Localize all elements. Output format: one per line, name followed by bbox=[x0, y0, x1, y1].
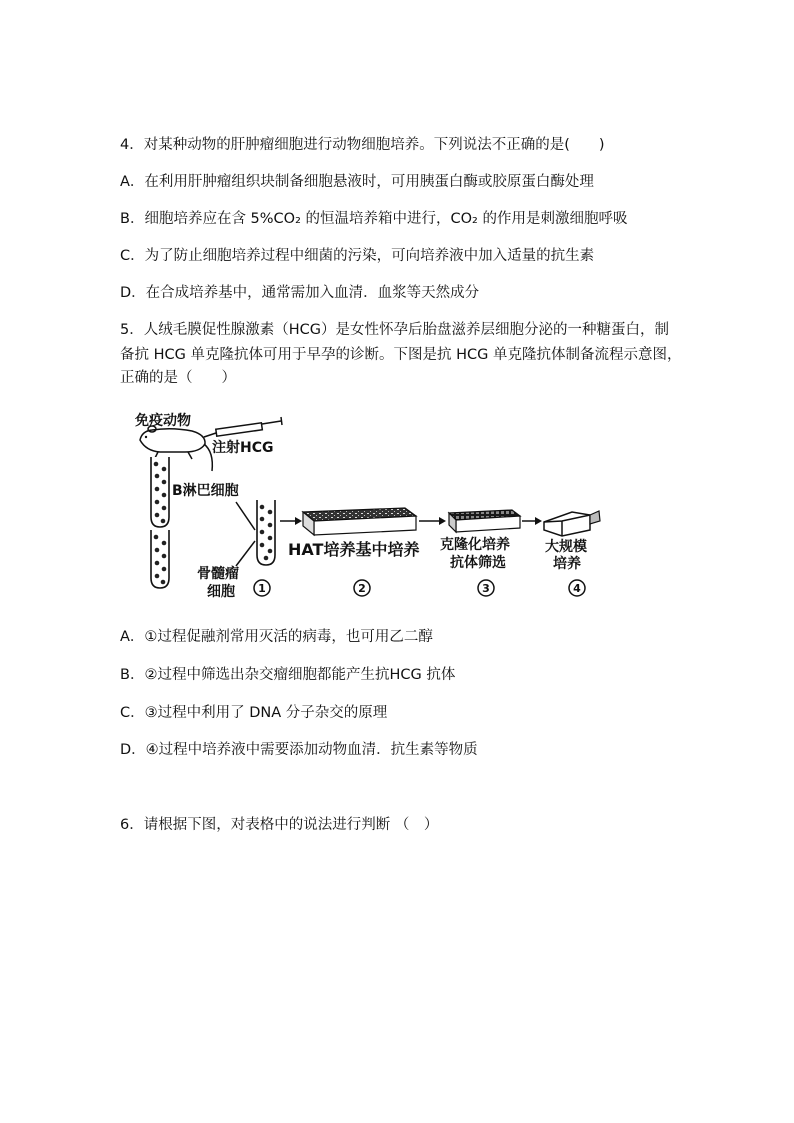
cell-dot bbox=[161, 519, 166, 524]
cell-dot bbox=[155, 487, 160, 492]
mouse-back-leg bbox=[188, 452, 192, 459]
question-4-option-d: D．在合成培养基中，通常需加入血清．血浆等天然成分 bbox=[120, 285, 480, 301]
cell-dot bbox=[155, 474, 160, 479]
arrow-right-icon bbox=[522, 517, 542, 525]
immune-animal-label: 免疫动物 bbox=[135, 413, 191, 429]
arrow-head bbox=[295, 517, 302, 525]
step-number-text: 2 bbox=[358, 582, 366, 595]
cell-dot bbox=[155, 561, 160, 566]
syringe-barrel bbox=[216, 423, 263, 436]
antibody-screening-label: 抗体筛选 bbox=[450, 555, 506, 571]
step-number-text: 1 bbox=[258, 582, 266, 595]
cell-dot bbox=[162, 467, 167, 472]
question-5-option-a: A．①过程促融剂常用灭活的病毒，也可用乙二醇 bbox=[120, 629, 433, 645]
cell-dot bbox=[162, 506, 167, 511]
myeloma-test-tube bbox=[151, 530, 169, 588]
cloning-culture-plate bbox=[449, 510, 520, 532]
question-6-stem: 6．请根据下图，对表格中的说法进行判断 （ ） bbox=[120, 817, 439, 833]
question-4-option-a: A．在利用肝肿瘤组织块制备细胞悬液时，可用胰蛋白酶或胶原蛋白酶处理 bbox=[120, 174, 594, 190]
question-4-stem: 4．对某种动物的肝肿瘤细胞进行动物细胞培养。下列说法不正确的是( ) bbox=[120, 137, 605, 153]
arrow-head bbox=[535, 517, 542, 525]
cell-dot bbox=[162, 554, 167, 559]
cell-dot bbox=[162, 567, 167, 572]
question-5-stem-line-2: 备抗 HCG 单克隆抗体可用于早孕的诊断。下图是抗 HCG 单克隆抗体制备流程示意图， bbox=[120, 347, 682, 363]
question-5-stem-line-1: 5．人绒毛膜促性腺激素（HCG）是女性怀孕后胎盘滋养层细胞分泌的一种糖蛋白，制 bbox=[120, 322, 669, 338]
fusion-test-tube bbox=[257, 500, 275, 565]
myeloma-label-line-1: 骨髓瘤 bbox=[197, 566, 239, 582]
hat-culture-plate bbox=[303, 508, 416, 535]
cell-dot bbox=[154, 462, 159, 467]
cell-dot bbox=[155, 500, 160, 505]
cell-dot bbox=[162, 480, 167, 485]
inject-hcg-label: 注射HCG bbox=[212, 440, 274, 456]
step-number-4 bbox=[569, 580, 585, 596]
question-4-option-b: B．细胞培养应在含 5%CO₂ 的恒温培养箱中进行，CO₂ 的作用是刺激细胞呼吸 bbox=[120, 211, 628, 227]
cloning-culture-label: 克隆化培养 bbox=[440, 537, 510, 553]
arrow-right-icon bbox=[419, 517, 446, 525]
step-number-text: 4 bbox=[573, 582, 581, 595]
question-5-option-d: D．④过程中培养液中需要添加动物血清．抗生素等物质 bbox=[120, 742, 478, 758]
myeloma-label-line-2: 细胞 bbox=[207, 584, 235, 600]
b-cell-test-tube bbox=[151, 457, 169, 527]
cell-dot bbox=[155, 513, 160, 518]
step-number-3 bbox=[478, 580, 494, 596]
cell-dot bbox=[264, 556, 269, 561]
hat-culture-label: HAT培养基中培养 bbox=[288, 540, 420, 559]
cell-dot bbox=[260, 505, 265, 510]
syringe-plunger-cap bbox=[281, 417, 282, 425]
culture-flask-icon bbox=[544, 511, 600, 536]
cell-dot bbox=[161, 580, 166, 585]
question-5-stem-line-3: 正确的是（ ） bbox=[120, 370, 236, 386]
arrow-right-icon bbox=[280, 517, 302, 525]
cell-dot bbox=[268, 510, 273, 515]
mouse-eye bbox=[145, 436, 147, 438]
question-5-option-c: C．③过程中利用了 DNA 分子杂交的原理 bbox=[120, 705, 388, 721]
flask-body bbox=[544, 512, 590, 536]
tube-outline bbox=[151, 457, 169, 527]
fusion-line-upper bbox=[236, 502, 255, 530]
large-scale-label: 大规模 bbox=[545, 539, 587, 555]
cell-dot bbox=[268, 523, 273, 528]
cell-dot bbox=[260, 530, 265, 535]
tube-outline bbox=[257, 500, 275, 565]
question-5-option-b: B．②过程中筛选出杂交瘤细胞都能产生抗HCG 抗体 bbox=[120, 667, 456, 683]
cell-dot bbox=[268, 549, 273, 554]
step-number-1 bbox=[254, 580, 270, 596]
step-number-text: 3 bbox=[482, 582, 490, 595]
cell-dot bbox=[155, 574, 160, 579]
cell-dot bbox=[154, 535, 159, 540]
fusion-line-lower bbox=[236, 541, 255, 566]
hcg-antibody-flow-diagram bbox=[120, 400, 610, 610]
syringe-plunger bbox=[262, 421, 281, 424]
cell-dot bbox=[162, 493, 167, 498]
syringe-icon bbox=[204, 417, 282, 437]
arrow-head bbox=[439, 517, 446, 525]
flask-neck bbox=[590, 511, 600, 524]
cell-dot bbox=[268, 536, 273, 541]
cell-dot bbox=[260, 517, 265, 522]
syringe-needle bbox=[204, 433, 216, 437]
culture-label: 培养 bbox=[553, 556, 581, 572]
step-number-2 bbox=[354, 580, 370, 596]
b-cell-label: B淋巴细胞 bbox=[172, 483, 239, 499]
cell-dot bbox=[260, 543, 265, 548]
cell-dot bbox=[162, 541, 167, 546]
cell-dot bbox=[155, 548, 160, 553]
question-4-option-c: C．为了防止细胞培养过程中细菌的污染，可向培养液中加入适量的抗生素 bbox=[120, 248, 595, 264]
tube-outline bbox=[151, 530, 169, 588]
